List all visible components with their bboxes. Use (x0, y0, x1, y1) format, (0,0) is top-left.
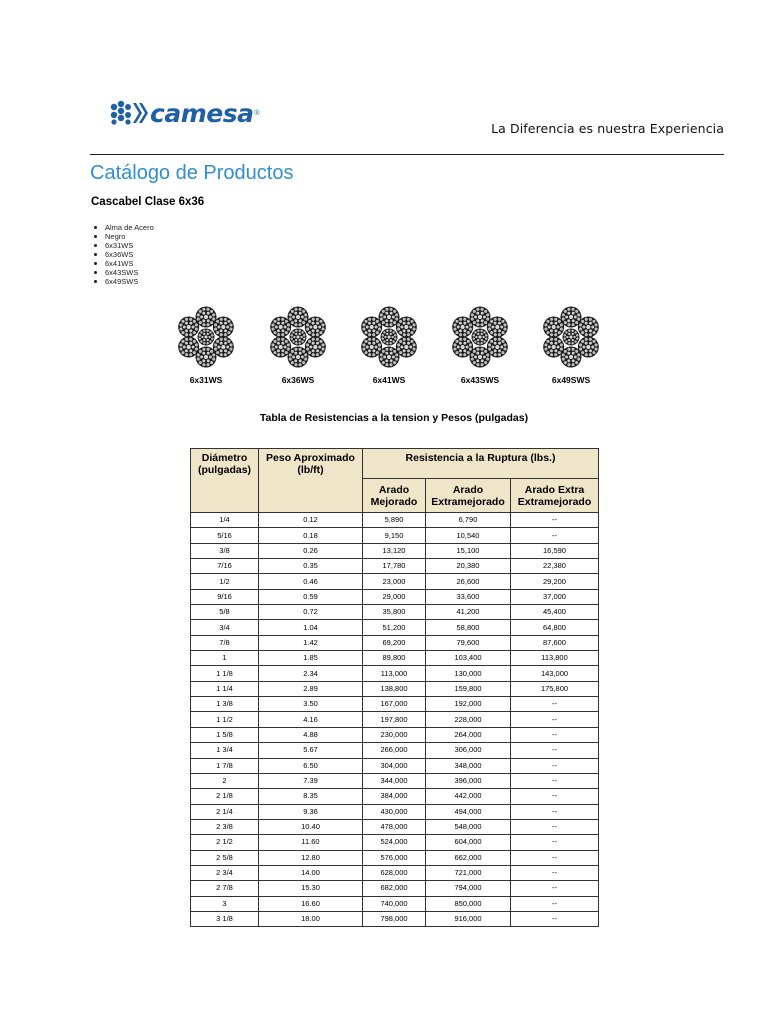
strength-weight-table (190, 448, 599, 927)
table-row (191, 743, 599, 758)
cell-extramejorado: 850,000 (426, 896, 511, 911)
table-row (191, 804, 599, 819)
header-diameter: Diámetro (pulgadas) (191, 449, 259, 513)
cell-mejorado: 35,800 (363, 605, 426, 620)
feature-item: 6x31WS (92, 241, 154, 250)
cell-extra-extramejorado: -- (511, 773, 599, 788)
cell-extramejorado: 548,000 (426, 819, 511, 834)
logo-text: camesa (150, 98, 254, 128)
cell-mejorado: 13,120 (363, 543, 426, 558)
cell-mejorado: 478,000 (363, 819, 426, 834)
cell-mejorado: 628,000 (363, 865, 426, 880)
feature-item: 6x36WS (92, 250, 154, 259)
rope-figure (444, 306, 516, 385)
cell-mejorado: 266,000 (363, 743, 426, 758)
cell-weight: 1.85 (259, 651, 363, 666)
cell-extra-extramejorado: 45,400 (511, 605, 599, 620)
rope-diagrams (170, 306, 620, 390)
cell-diameter: 1 3/8 (191, 697, 259, 712)
cell-extramejorado: 20,380 (426, 559, 511, 574)
cell-extra-extramejorado: 37,000 (511, 589, 599, 604)
header-grade-extra-extramejorado: Arado Extra Extramejorado (511, 479, 599, 513)
cell-diameter: 2 3/4 (191, 865, 259, 880)
cell-diameter: 3 (191, 896, 259, 911)
cell-mejorado: 9,150 (363, 528, 426, 543)
cell-weight: 4.16 (259, 712, 363, 727)
cell-extramejorado: 6,790 (426, 513, 511, 528)
cell-extramejorado: 33,600 (426, 589, 511, 604)
cell-extramejorado: 15,100 (426, 543, 511, 558)
cell-weight: 16.60 (259, 896, 363, 911)
cell-mejorado: 682,000 (363, 881, 426, 896)
header-grade-mejorado: Arado Mejorado (363, 479, 426, 513)
cell-mejorado: 384,000 (363, 789, 426, 804)
table-row (191, 589, 599, 604)
cell-weight: 18.00 (259, 911, 363, 926)
cell-mejorado: 576,000 (363, 850, 426, 865)
table-row (191, 850, 599, 865)
cell-extra-extramejorado: -- (511, 850, 599, 865)
cell-diameter: 9/16 (191, 589, 259, 604)
cell-weight: 10.40 (259, 819, 363, 834)
camesa-logo (108, 98, 260, 128)
cell-extra-extramejorado: -- (511, 727, 599, 742)
cell-extra-extramejorado: -- (511, 819, 599, 834)
cell-extramejorado: 228,000 (426, 712, 511, 727)
feature-item: 6x41WS (92, 259, 154, 268)
cell-extra-extramejorado: -- (511, 881, 599, 896)
cell-diameter: 2 7/8 (191, 881, 259, 896)
rope-label: 6x49SWS (551, 375, 591, 385)
wire-rope-cross-section-icon (449, 306, 511, 368)
cell-extra-extramejorado: 22,380 (511, 559, 599, 574)
cell-weight: 11.60 (259, 835, 363, 850)
cell-weight: 6.50 (259, 758, 363, 773)
rope-label: 6x43SWS (460, 375, 500, 385)
table-row (191, 712, 599, 727)
cell-extra-extramejorado: 113,800 (511, 651, 599, 666)
feature-item: 6x43SWS (92, 268, 154, 277)
cell-diameter: 7/16 (191, 559, 259, 574)
cell-mejorado: 29,000 (363, 589, 426, 604)
cell-weight: 2.34 (259, 666, 363, 681)
table-row (191, 559, 599, 574)
cell-extramejorado: 348,000 (426, 758, 511, 773)
cell-weight: 2.89 (259, 681, 363, 696)
cell-weight: 9.36 (259, 804, 363, 819)
cell-weight: 3.50 (259, 697, 363, 712)
cell-weight: 5.67 (259, 743, 363, 758)
cell-extramejorado: 264,000 (426, 727, 511, 742)
cell-diameter: 1 1/8 (191, 666, 259, 681)
cell-extramejorado: 103,400 (426, 651, 511, 666)
cell-weight: 0.12 (259, 513, 363, 528)
cell-mejorado: 138,800 (363, 681, 426, 696)
cell-diameter: 5/16 (191, 528, 259, 543)
cell-diameter: 2 5/8 (191, 850, 259, 865)
feature-item: 6x49SWS (92, 277, 154, 286)
cell-extramejorado: 916,000 (426, 911, 511, 926)
cell-mejorado: 798,000 (363, 911, 426, 926)
cell-extramejorado: 306,000 (426, 743, 511, 758)
wire-rope-cross-section-icon (175, 306, 237, 368)
logo-registered-mark: ® (254, 109, 260, 117)
cell-extra-extramejorado: 87,600 (511, 635, 599, 650)
cell-extra-extramejorado: 143,000 (511, 666, 599, 681)
cell-extra-extramejorado: -- (511, 743, 599, 758)
cell-extra-extramejorado: -- (511, 835, 599, 850)
cell-diameter: 1/2 (191, 574, 259, 589)
header-strength: Resistencia a la Ruptura (lbs.) (363, 449, 599, 479)
table-row (191, 865, 599, 880)
cell-mejorado: 5,890 (363, 513, 426, 528)
cell-diameter: 2 1/8 (191, 789, 259, 804)
camesa-logo-mark-icon (108, 98, 148, 128)
table-row (191, 528, 599, 543)
cell-diameter: 3 1/8 (191, 911, 259, 926)
cell-extramejorado: 794,000 (426, 881, 511, 896)
table-row (191, 697, 599, 712)
table-row (191, 651, 599, 666)
cell-extra-extramejorado: -- (511, 804, 599, 819)
cell-extramejorado: 662,000 (426, 850, 511, 865)
cell-diameter: 3/8 (191, 543, 259, 558)
table-row (191, 574, 599, 589)
rope-label: 6x41WS (372, 375, 406, 385)
wire-rope-cross-section-icon (267, 306, 329, 368)
cell-diameter: 7/8 (191, 635, 259, 650)
cell-diameter: 2 1/4 (191, 804, 259, 819)
table-row (191, 911, 599, 926)
rope-figure (353, 306, 425, 385)
cell-mejorado: 113,000 (363, 666, 426, 681)
cell-mejorado: 230,000 (363, 727, 426, 742)
cell-mejorado: 304,000 (363, 758, 426, 773)
cell-diameter: 1 1/4 (191, 681, 259, 696)
cell-diameter: 3/4 (191, 620, 259, 635)
cell-diameter: 1/4 (191, 513, 259, 528)
cell-extra-extramejorado: -- (511, 712, 599, 727)
cell-weight: 12.80 (259, 850, 363, 865)
cell-mejorado: 430,000 (363, 804, 426, 819)
cell-weight: 15.30 (259, 881, 363, 896)
cell-extra-extramejorado: 175,800 (511, 681, 599, 696)
feature-item: Alma de Acero (92, 223, 154, 232)
cell-diameter: 5/8 (191, 605, 259, 620)
cell-mejorado: 167,000 (363, 697, 426, 712)
cell-extramejorado: 396,000 (426, 773, 511, 788)
cell-weight: 8.35 (259, 789, 363, 804)
cell-diameter: 2 3/8 (191, 819, 259, 834)
rope-figure (170, 306, 242, 385)
table-row (191, 789, 599, 804)
table-row (191, 681, 599, 696)
header-weight: Peso Aproximado (lb/ft) (259, 449, 363, 513)
cell-weight: 0.26 (259, 543, 363, 558)
cell-diameter: 2 (191, 773, 259, 788)
cell-extra-extramejorado: -- (511, 896, 599, 911)
page-title: Catálogo de Productos (90, 162, 294, 184)
cell-diameter: 1 3/4 (191, 743, 259, 758)
cell-diameter: 1 1/2 (191, 712, 259, 727)
cell-mejorado: 197,800 (363, 712, 426, 727)
table-row (191, 773, 599, 788)
table-row (191, 605, 599, 620)
cell-extramejorado: 604,000 (426, 835, 511, 850)
cell-weight: 0.72 (259, 605, 363, 620)
wire-rope-cross-section-icon (358, 306, 420, 368)
cell-mejorado: 23,000 (363, 574, 426, 589)
cell-weight: 0.46 (259, 574, 363, 589)
cell-mejorado: 69,200 (363, 635, 426, 650)
table-row (191, 666, 599, 681)
rope-figure (262, 306, 334, 385)
table-row (191, 620, 599, 635)
rope-label: 6x31WS (189, 375, 223, 385)
cell-extra-extramejorado: -- (511, 865, 599, 880)
cell-extramejorado: 58,800 (426, 620, 511, 635)
table-caption: Tabla de Resistencias a la tension y Pesos (pulgadas) (259, 412, 529, 424)
cell-extramejorado: 159,800 (426, 681, 511, 696)
cell-extra-extramejorado: -- (511, 528, 599, 543)
header-divider (90, 154, 724, 155)
wire-rope-cross-section-icon (540, 306, 602, 368)
cell-extramejorado: 79,600 (426, 635, 511, 650)
cell-mejorado: 524,000 (363, 835, 426, 850)
table-row (191, 543, 599, 558)
feature-list (92, 223, 154, 286)
cell-diameter: 1 (191, 651, 259, 666)
table-row (191, 758, 599, 773)
cell-extramejorado: 10,540 (426, 528, 511, 543)
cell-extra-extramejorado: 64,800 (511, 620, 599, 635)
cell-mejorado: 51,200 (363, 620, 426, 635)
table-body (191, 513, 599, 927)
cell-diameter: 2 1/2 (191, 835, 259, 850)
table-row (191, 819, 599, 834)
cell-extra-extramejorado: 16,590 (511, 543, 599, 558)
cell-diameter: 1 5/8 (191, 727, 259, 742)
cell-mejorado: 740,000 (363, 896, 426, 911)
feature-item: Negro (92, 232, 154, 241)
cell-extramejorado: 26,600 (426, 574, 511, 589)
cell-weight: 1.42 (259, 635, 363, 650)
header-grade-extramejorado: Arado Extramejorado (426, 479, 511, 513)
table-row (191, 881, 599, 896)
cell-extramejorado: 192,000 (426, 697, 511, 712)
cell-mejorado: 89,800 (363, 651, 426, 666)
cell-extramejorado: 41,200 (426, 605, 511, 620)
cell-diameter: 1 7/8 (191, 758, 259, 773)
cell-weight: 0.35 (259, 559, 363, 574)
cell-weight: 0.59 (259, 589, 363, 604)
cell-extramejorado: 130,000 (426, 666, 511, 681)
product-title: Cascabel Clase 6x36 (91, 196, 205, 208)
cell-extramejorado: 721,000 (426, 865, 511, 880)
cell-weight: 4.88 (259, 727, 363, 742)
cell-extra-extramejorado: -- (511, 911, 599, 926)
cell-extra-extramejorado: -- (511, 697, 599, 712)
rope-figure (535, 306, 607, 385)
cell-weight: 0.18 (259, 528, 363, 543)
cell-weight: 7.39 (259, 773, 363, 788)
table-row (191, 835, 599, 850)
tagline: La Diferencia es nuestra Experiencia (491, 121, 724, 136)
cell-extra-extramejorado: -- (511, 513, 599, 528)
rope-label: 6x36WS (281, 375, 315, 385)
table-row (191, 513, 599, 528)
cell-extramejorado: 442,000 (426, 789, 511, 804)
cell-weight: 14.00 (259, 865, 363, 880)
table-row (191, 896, 599, 911)
cell-extra-extramejorado: 29,200 (511, 574, 599, 589)
cell-mejorado: 344,000 (363, 773, 426, 788)
table-row (191, 635, 599, 650)
table-row (191, 727, 599, 742)
cell-extra-extramejorado: -- (511, 789, 599, 804)
cell-extramejorado: 494,000 (426, 804, 511, 819)
cell-weight: 1.04 (259, 620, 363, 635)
cell-extra-extramejorado: -- (511, 758, 599, 773)
cell-mejorado: 17,780 (363, 559, 426, 574)
